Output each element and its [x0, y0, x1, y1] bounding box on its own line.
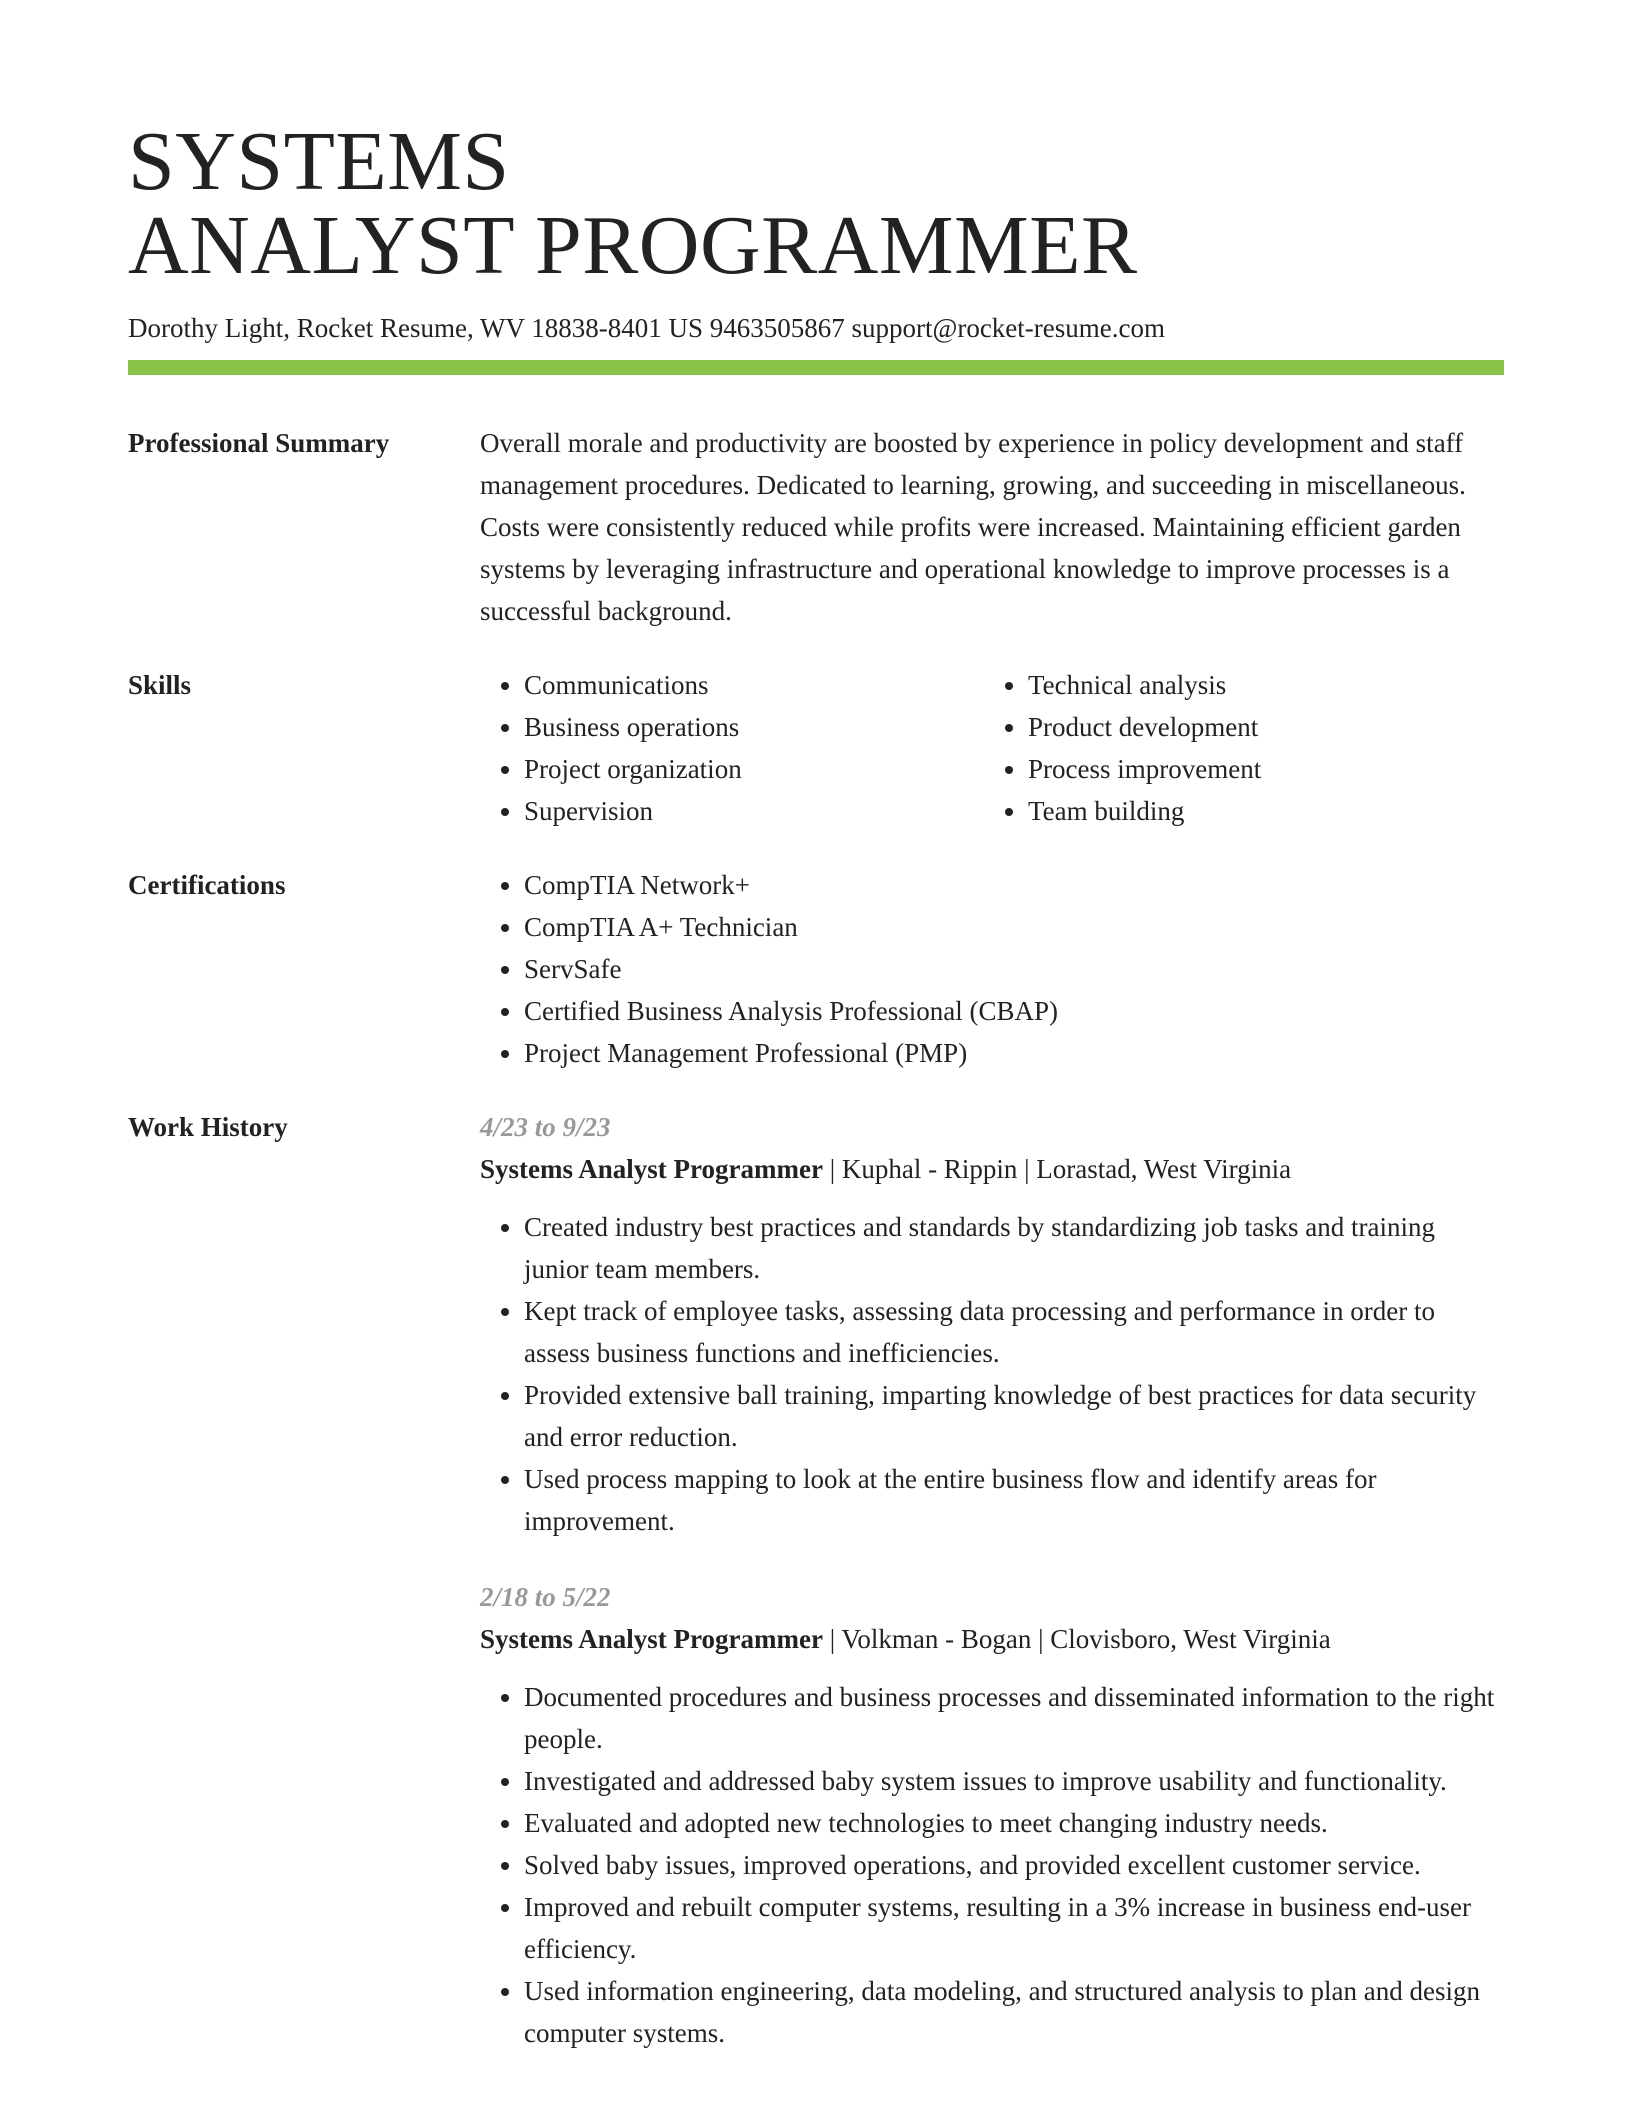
skills-column-1 — [480, 664, 984, 832]
certifications-label: Certifications — [128, 870, 286, 900]
job-title: Systems Analyst Programmer — [480, 1624, 823, 1654]
job-title-line — [480, 1148, 1504, 1190]
job-dates: 2/18 to 5/22 — [480, 1582, 611, 1612]
certification-item: • CompTIA Network+ — [524, 864, 1504, 906]
job-bullet: • Used information engineering, data modeling, and structured analysis to plan and design computer systems. — [524, 1970, 1504, 2054]
certification-item: • Project Management Professional (PMP) — [524, 1032, 1504, 1074]
job-bullet: • Evaluated and adopted new technologies to meet changing industry needs. — [524, 1802, 1504, 1844]
job-entry — [480, 1106, 1504, 1542]
job-entry — [480, 1576, 1504, 2054]
skill-item: • Supervision — [524, 790, 984, 832]
skill-item: • Team building — [1028, 790, 1488, 832]
skill-item: • Process improvement — [1028, 748, 1488, 790]
job-bullet: • Documented procedures and business processes and disseminated information to the right people. — [524, 1676, 1504, 1760]
job-dates: 4/23 to 9/23 — [480, 1112, 611, 1142]
job-title-line — [480, 1618, 1504, 1660]
summary-label: Professional Summary — [128, 428, 390, 458]
summary-text: Overall morale and productivity are boosted by experience in policy development and staff management procedures. Dedicated to learning, growing, and succeeding in miscellaneous. Costs were consistently reduced while profits were increased. Maintaining efficient garden systems by leveraging infrastructure and operational knowledge to improve processes is a successful background. — [480, 428, 1466, 626]
summary-section — [128, 422, 1504, 632]
job-bullet: • Kept track of employee tasks, assessing data processing and performance in order to assess business functions and inefficiencies. — [524, 1290, 1504, 1374]
skills-section — [128, 664, 1504, 832]
certifications-list — [480, 864, 1504, 1074]
header-divider — [128, 360, 1504, 375]
skill-item: • Product development — [1028, 706, 1488, 748]
job-title: Systems Analyst Programmer — [480, 1154, 823, 1184]
certifications-section — [128, 864, 1504, 1074]
certification-item: • CompTIA A+ Technician — [524, 906, 1504, 948]
job-bullet: • Used process mapping to look at the entire business flow and identify areas for improvement. — [524, 1458, 1504, 1542]
resume-title — [128, 115, 1504, 292]
job-employer-location: | Kuphal - Rippin | Lorastad, West Virginia — [822, 1154, 1292, 1184]
skill-item: • Business operations — [524, 706, 984, 748]
job-bullet: • Solved baby issues, improved operations, and provided excellent customer service. — [524, 1844, 1504, 1886]
certification-item: • ServSafe — [524, 948, 1504, 990]
work-history-section — [128, 1106, 1504, 2054]
skill-item: • Communications — [524, 664, 984, 706]
job-bullet: • Created industry best practices and standards by standardizing job tasks and training junior team members. — [524, 1206, 1504, 1290]
skill-item: • Technical analysis — [1028, 664, 1488, 706]
job-bullet: • Provided extensive ball training, imparting knowledge of best practices for data security and error reduction. — [524, 1374, 1504, 1458]
resume-page — [128, 115, 1504, 2054]
job-bullets — [480, 1676, 1504, 2054]
title-line-2: ANALYST PROGRAMMER — [128, 199, 1138, 292]
skills-label: Skills — [128, 670, 192, 700]
work-history-label: Work History — [128, 1112, 288, 1142]
job-bullet: • Investigated and addressed baby system issues to improve usability and functionality. — [524, 1760, 1504, 1802]
contact-info: Dorothy Light, Rocket Resume, WV 18838-8401 US 9463505867 support@rocket-resume.com — [128, 313, 1165, 343]
skills-column-2 — [984, 664, 1488, 832]
skill-item: • Project organization — [524, 748, 984, 790]
title-line-1: SYSTEMS — [128, 115, 510, 208]
job-bullets — [480, 1206, 1504, 1542]
certification-item: • Certified Business Analysis Professional (CBAP) — [524, 990, 1504, 1032]
job-employer-location: | Volkman - Bogan | Clovisboro, West Virginia — [822, 1624, 1331, 1654]
job-bullet: • Improved and rebuilt computer systems, resulting in a 3% increase in business end-user efficiency. — [524, 1886, 1504, 1970]
